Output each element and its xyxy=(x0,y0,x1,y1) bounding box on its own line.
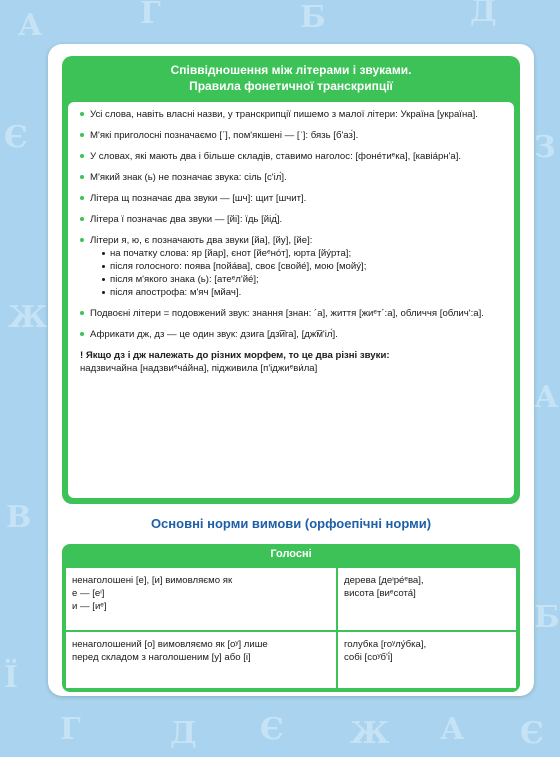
rule-text: Подвоєні літери = подовжений звук: знання [знан: ´а], життя [жиᵉт´:а], обличчя [облич':а]. xyxy=(90,308,484,319)
rule-text: Літера ї позначає два звуки — [йі]: їдь [йід́]. xyxy=(90,214,283,225)
bg-letter: З xyxy=(534,130,556,165)
subrule-text: після голосного: поява [пойа́ва], своє [свойе́], мою [мойу́]; xyxy=(110,261,367,272)
phonetic-rules-panel xyxy=(62,56,520,504)
cell-line: висота [виᵉсота́] xyxy=(344,588,416,599)
header-line-1: Співвідношення між літерами і звуками. xyxy=(170,63,412,77)
rule-item xyxy=(80,171,508,184)
rules-box xyxy=(68,102,514,498)
bg-letter: А xyxy=(440,712,465,747)
rule-item xyxy=(80,108,508,121)
bullet-icon xyxy=(80,217,84,221)
rules-list xyxy=(80,108,508,375)
rule-text: У словах, які мають два і більше складів, ставимо наголос: [фоне́тиᵉка], [кавiа́рн'а]. xyxy=(90,151,462,162)
bg-letter: Ї xyxy=(4,660,19,695)
rule-item xyxy=(80,129,508,142)
bg-letter: А xyxy=(534,380,559,415)
note-text: надзвичайна [надзвиᵉча́йна], підживила [п'іджиᵉви́ла] xyxy=(80,363,318,374)
table-cell-example xyxy=(338,632,516,688)
rule-text: Літера щ позначає два звуки — [шч]: щит [шчит]. xyxy=(90,193,307,204)
bg-letter: Б xyxy=(300,0,326,35)
table-header: Голосні xyxy=(270,548,312,560)
panel-header xyxy=(62,62,520,94)
subrule-item xyxy=(90,286,508,299)
note-title: ! Якщо дз і дж належать до різних морфем, то це два різні звуки: xyxy=(80,350,390,361)
bg-letter: Д xyxy=(470,0,497,29)
affricate-note xyxy=(80,349,508,375)
sub-bullet-icon xyxy=(102,265,105,268)
header-line-2: Правила фонетичної транскрипції xyxy=(189,79,393,93)
bullet-icon xyxy=(80,311,84,315)
bg-letter: В xyxy=(6,500,32,535)
bullet-icon xyxy=(80,175,84,179)
rule-text: М'які приголосні позначаємо [ˊ], пом'якшені — [ˈ]: бязь [б'аз́]. xyxy=(90,130,359,141)
rule-text: Усі слова, навіть власні назви, у транскрипції пишемо з малої літери: Україна [україна]. xyxy=(90,109,478,120)
bullet-icon xyxy=(80,332,84,336)
bullet-icon xyxy=(80,133,84,137)
bg-letter: Є xyxy=(4,120,28,155)
table-cell-rule xyxy=(66,568,336,630)
sub-bullet-icon xyxy=(102,252,105,255)
subrule-item xyxy=(90,260,508,273)
table-cell-rule xyxy=(66,632,336,688)
bg-letter: А xyxy=(18,8,43,43)
bullet-icon xyxy=(80,196,84,200)
subrule-item xyxy=(90,247,508,260)
rule-item xyxy=(80,192,508,205)
cell-line: перед складом з наголошеним [у] або [і] xyxy=(72,652,251,663)
table-cell-example xyxy=(338,568,516,630)
subrule-text: після м'якого знака (ь): [атеᵉл'йе́]; xyxy=(110,274,259,285)
bg-letter: Ж xyxy=(8,300,48,335)
bg-letter: Г xyxy=(60,712,81,747)
rule-text: М'який знак (ь) не позначає звука: сіль [с'іл́]. xyxy=(90,172,287,183)
bullet-icon xyxy=(80,154,84,158)
rule-item xyxy=(80,307,508,320)
subrule-text: на початку слова: яр [йар], єнот [йеᵉно́т], юрта [йу́рта]; xyxy=(110,248,352,259)
bg-letter: Д xyxy=(170,716,197,751)
cell-line: ненаголошений [о] вимовляємо як [оʸ] лише xyxy=(72,639,268,650)
cell-line: и — [иᵉ] xyxy=(72,601,107,612)
rule-item xyxy=(80,328,508,341)
rule-text: Африкати дж, дз — це один звук: дзига [дз͡ига], [дж͡м'іл́]. xyxy=(90,329,338,340)
cell-line: е — [еᶦ] xyxy=(72,588,105,599)
cell-line: ненаголошені [е], [и] вимовляємо як xyxy=(72,575,233,586)
rule-text: Літери я, ю, є позначають два звуки [йа], [йу], [йе]: xyxy=(90,235,313,246)
cell-line: голубка [гоʸлу́бка], xyxy=(344,639,427,650)
cell-line: дерева [деᶦре́ᵉва], xyxy=(344,575,424,586)
bullet-icon xyxy=(80,112,84,116)
sub-bullet-icon xyxy=(102,278,105,281)
cell-line: собі [соʸб'і́] xyxy=(344,652,393,663)
subrule-text: після апострофа: м'яч [мйач]. xyxy=(110,287,242,298)
bg-letter: Є xyxy=(520,716,544,751)
reference-card xyxy=(48,44,534,696)
rule-item xyxy=(80,150,508,163)
sub-bullet-icon xyxy=(102,291,105,294)
bg-letter: Б xyxy=(534,600,560,635)
bg-letter: Є xyxy=(260,712,284,747)
rule-item xyxy=(80,234,508,299)
subrule-item xyxy=(90,273,508,286)
bg-letter: Ж xyxy=(350,716,390,751)
rule-item xyxy=(80,213,508,226)
bg-letter: Г xyxy=(140,0,161,31)
section-title: Основні норми вимови (орфоепічні норми) xyxy=(150,516,432,531)
bullet-icon xyxy=(80,238,84,242)
vowels-table xyxy=(62,544,520,692)
